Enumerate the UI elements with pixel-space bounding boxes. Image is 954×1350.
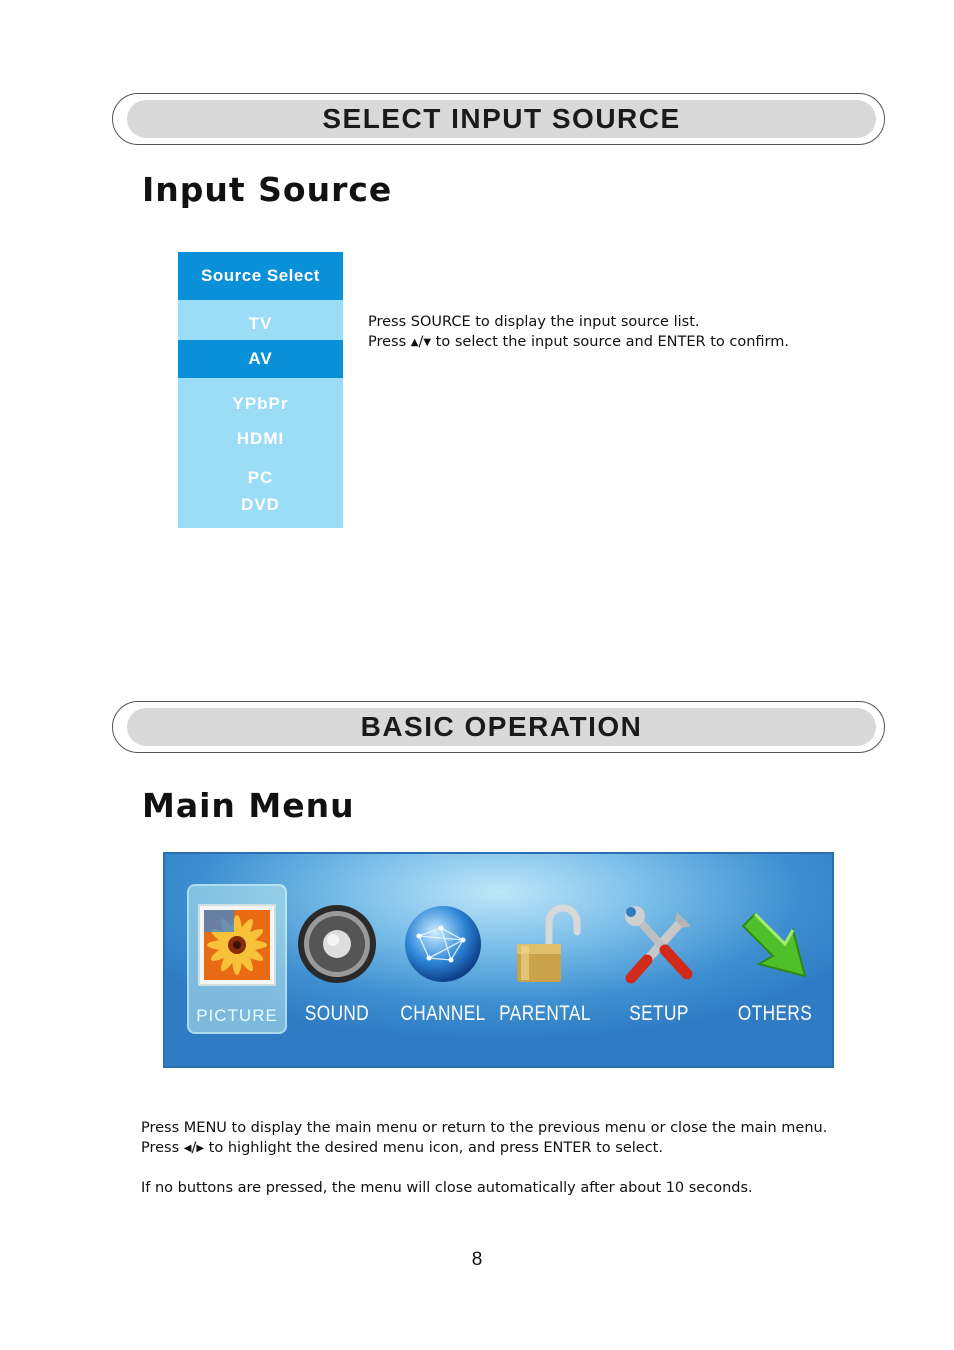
source-item-av[interactable]: AV xyxy=(178,340,343,378)
globe-icon xyxy=(401,902,485,986)
source-select-title: Source Select xyxy=(178,252,343,300)
source-instruction-line2: Press ▲/▼ to select the input source and ENTER to confirm. xyxy=(368,334,789,350)
picture-icon xyxy=(196,902,278,988)
menu-label-sound: SOUND xyxy=(304,1002,370,1025)
banner-select-input-source xyxy=(112,93,885,145)
source-item-dvd[interactable]: DVD xyxy=(241,495,280,514)
menu-instruction-line2: Press ◀/▶ to highlight the desired menu icon, and press ENTER to select. xyxy=(141,1140,663,1156)
menu-item-parental[interactable] xyxy=(495,884,595,1034)
menu-label-picture: PICTURE xyxy=(196,1006,278,1025)
source-item-pc[interactable]: PC xyxy=(247,468,274,487)
padlock-icon xyxy=(503,902,587,988)
menu-item-channel[interactable] xyxy=(393,884,493,1034)
source-item-tv[interactable]: TV xyxy=(248,314,273,333)
source-instructions xyxy=(368,312,789,353)
source-item-hdmi[interactable]: HDMI xyxy=(236,429,285,448)
source-instruction-line1: Press SOURCE to display the input source list. xyxy=(368,314,700,330)
menu-label-channel: CHANNEL xyxy=(400,1002,486,1025)
left-arrow-icon: ◀ xyxy=(183,1143,192,1154)
heading-input-source: Input Source xyxy=(142,170,393,209)
source-item-ypbpr[interactable]: YPbPr xyxy=(232,394,289,413)
menu-item-others[interactable] xyxy=(725,884,825,1034)
menu-instructions xyxy=(141,1118,827,1198)
menu-label-parental: PARENTAL xyxy=(499,1002,591,1025)
right-arrow-icon: ▶ xyxy=(196,1143,205,1154)
menu-instruction-line3: If no buttons are pressed, the menu will close automatically after about 10 seconds. xyxy=(141,1180,753,1196)
menu-item-picture[interactable] xyxy=(187,884,287,1034)
up-arrow-icon: ▲ xyxy=(410,337,419,348)
speaker-icon xyxy=(295,902,379,986)
arrow-icon xyxy=(733,902,817,988)
page-number: 8 xyxy=(471,1249,483,1270)
menu-item-setup[interactable] xyxy=(609,884,709,1034)
banner-title: BASIC OPERATION xyxy=(127,708,876,746)
tools-icon xyxy=(617,902,701,988)
banner-basic-operation xyxy=(112,701,885,753)
menu-label-setup: SETUP xyxy=(629,1002,689,1025)
menu-label-others: OTHERS xyxy=(737,1002,813,1025)
down-arrow-icon: ▼ xyxy=(423,337,432,348)
main-menu-bar xyxy=(163,852,834,1068)
source-select-menu xyxy=(178,252,343,528)
banner-title: SELECT INPUT SOURCE xyxy=(127,100,876,138)
menu-item-sound[interactable] xyxy=(287,884,387,1034)
heading-main-menu: Main Menu xyxy=(142,786,355,825)
menu-instruction-line1: Press MENU to display the main menu or return to the previous menu or close the main menu. xyxy=(141,1120,828,1136)
